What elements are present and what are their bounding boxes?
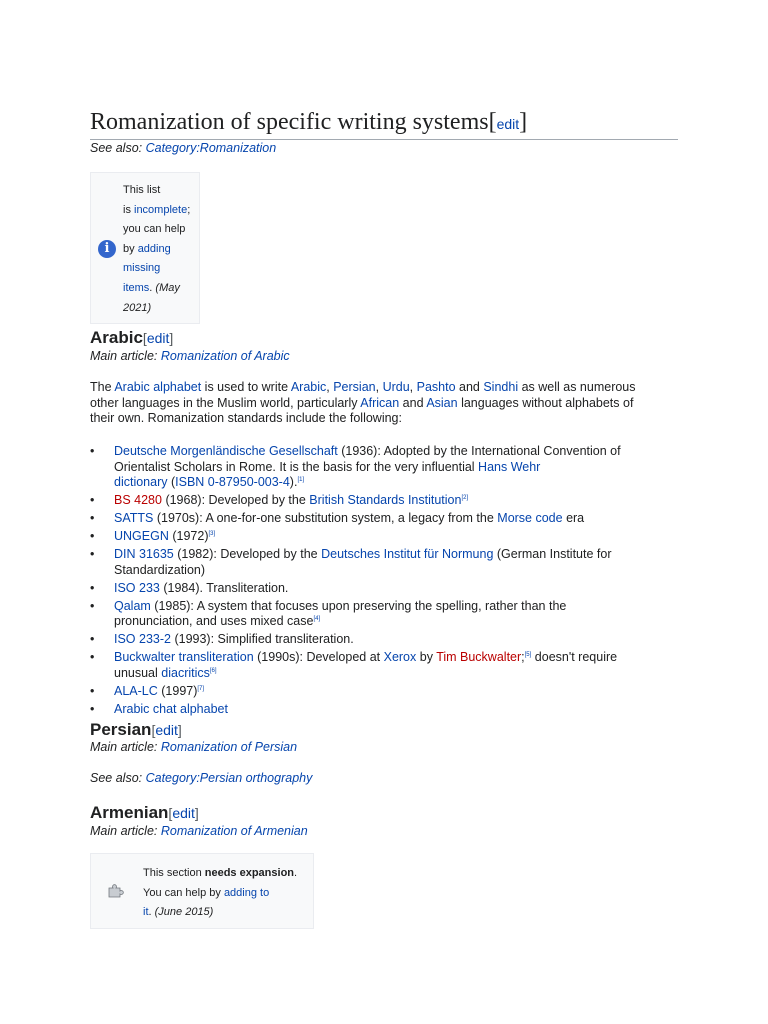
- edit-link-persian[interactable]: edit: [155, 722, 178, 738]
- ref-1[interactable]: [1]: [297, 477, 305, 484]
- info-icon: i: [98, 240, 116, 258]
- buckwalter-link[interactable]: Buckwalter transliteration: [114, 650, 254, 665]
- main-article-persian: Main article: Romanization of Persian: [90, 740, 298, 754]
- bs-4280-redlink[interactable]: BS 4280: [114, 493, 162, 508]
- diacritics-link[interactable]: diacritics: [161, 665, 210, 680]
- romanization-of-persian-link[interactable]: Romanization of Persian: [160, 740, 298, 754]
- urdu-link[interactable]: Urdu: [382, 380, 410, 394]
- romanization-of-arabic-link[interactable]: Romanization of Arabic: [160, 349, 290, 363]
- ref-6[interactable]: [6]: [209, 667, 217, 674]
- edit-link-armenian[interactable]: edit: [172, 805, 195, 821]
- xerox-link[interactable]: Xerox: [383, 650, 417, 665]
- puzzle-piece-icon: [108, 884, 124, 898]
- arabic-alphabet-link[interactable]: Arabic alphabet: [114, 380, 202, 394]
- list-item: • Deutsche Morgenländische Gesellschaft (1936): Adopted by the International Convention of Orientalist Scholars in Rome. It is the basis for the very influential Hans Wehr dictionary (ISBN 0-87950-003-4).[1]: [90, 444, 675, 491]
- ref-4[interactable]: [4]: [313, 616, 321, 623]
- ref-5[interactable]: [5]: [524, 652, 532, 659]
- incomplete-list-notice: [90, 172, 200, 324]
- din-31635-link[interactable]: DIN 31635: [114, 547, 174, 562]
- incomplete-link[interactable]: incomplete: [134, 203, 188, 216]
- edit-link-arabic[interactable]: edit: [146, 330, 170, 346]
- missing-link[interactable]: missing: [123, 262, 161, 275]
- arabic-intro-paragraph: The Arabic alphabet is used to write Arabic, Persian, Urdu, Pashto and Sindhi as well as numerous other languages in the Muslim world, particularly African and Asian languages without alphabets of their own. Romanization standards include the following:: [90, 380, 636, 426]
- arabic-link[interactable]: Arabic: [290, 380, 327, 394]
- edit-link[interactable]: edit: [496, 116, 520, 132]
- hans-wehr-link[interactable]: Hans Wehr: [478, 459, 541, 474]
- section-title: Romanization of specific writing systems: [90, 109, 489, 135]
- expansion-notice-text: This section needs expansion. You can help by adding to it. (June 2015): [143, 867, 298, 919]
- isbn-link[interactable]: ISBN 0-87950-003-4: [175, 475, 290, 490]
- ref-2[interactable]: [2]: [461, 495, 469, 502]
- adding-link[interactable]: adding: [137, 242, 171, 255]
- heading-arabic: Arabic[edit]: [90, 328, 174, 347]
- african-link[interactable]: African: [360, 395, 400, 410]
- list-item: • ISO 233 (1984). Transliteration.: [90, 581, 675, 597]
- ref-3[interactable]: [3]: [208, 530, 216, 537]
- items-link[interactable]: items: [123, 281, 150, 294]
- ungegn-link[interactable]: UNGEGN: [114, 529, 169, 544]
- list-item: [90, 702, 675, 718]
- ref-7[interactable]: [7]: [197, 685, 205, 692]
- see-also-persian: See also: Category:Persian orthography: [90, 771, 313, 785]
- list-item: • Buckwalter transliteration (1990s): Developed at Xerox by Tim Buckwalter;[5] doesn't require unusual diacritics[6]: [90, 650, 675, 681]
- main-article-arabic: Main article: Romanization of Arabic: [90, 349, 290, 363]
- it-link[interactable]: it: [143, 906, 149, 919]
- ala-lc-link[interactable]: ALA-LC: [114, 683, 158, 698]
- list-item: • DIN 31635 (1982): Developed by the Deutsches Institut für Normung (German Institute for Standardization): [90, 547, 675, 578]
- persian-link[interactable]: Persian: [333, 380, 376, 394]
- dictionary-link[interactable]: dictionary: [114, 475, 168, 490]
- morse-code-link[interactable]: Morse code: [497, 511, 563, 526]
- list-item: • Qalam (1985): A system that focuses upon preserving the spelling, rather than the pronunciation, and uses mixed case[4]: [90, 599, 675, 630]
- adding-to-link[interactable]: adding to: [223, 886, 270, 899]
- sindhi-link[interactable]: Sindhi: [483, 380, 519, 394]
- list-item: • ISO 233-2 (1993): Simplified transliteration.: [90, 632, 675, 648]
- category-persian-orthography-link[interactable]: Category:Persian orthography: [145, 771, 313, 785]
- tim-buckwalter-redlink[interactable]: Tim Buckwalter: [436, 650, 522, 665]
- section-heading-romanization: [90, 108, 678, 140]
- romanization-standards-list: [90, 444, 675, 720]
- list-item: • ALA-LC (1997)[7]: [90, 684, 675, 700]
- list-item: • UNGEGN (1972)[3]: [90, 529, 675, 545]
- list-item: • BS 4280 (1968): Developed by the British Standards Institution[2]: [90, 493, 675, 509]
- romanization-of-armenian-link[interactable]: Romanization of Armenian: [160, 824, 308, 838]
- see-also-hatnote: See also: Category:Romanization: [90, 141, 277, 155]
- qalam-link[interactable]: Qalam: [114, 598, 151, 613]
- satts-link[interactable]: SATTS: [114, 511, 154, 526]
- asian-link[interactable]: Asian: [426, 395, 458, 410]
- arabic-chat-alphabet-link[interactable]: Arabic chat alphabet: [114, 701, 228, 716]
- iso-233-2-link[interactable]: ISO 233-2: [114, 632, 171, 647]
- category-romanization-link[interactable]: Category:Romanization: [145, 141, 277, 155]
- edit-section: [edit]: [488, 109, 528, 135]
- heading-persian: Persian[edit]: [90, 720, 182, 739]
- notice-text: This list is incomplete; you can help by adding missing items. (May 2021): [123, 184, 191, 314]
- heading-armenian: Armenian[edit]: [90, 803, 199, 822]
- main-article-armenian: Main article: Romanization of Armenian: [90, 824, 308, 838]
- list-item: • SATTS (1970s): A one-for-one substitution system, a legacy from the Morse code era: [90, 511, 675, 527]
- pashto-link[interactable]: Pashto: [416, 380, 456, 394]
- dmg-link[interactable]: Deutsche Morgenländische Gesellschaft: [114, 444, 338, 458]
- din-link[interactable]: Deutsches Institut für Normung: [321, 547, 494, 562]
- bsi-link[interactable]: British Standards Institution: [309, 493, 462, 508]
- iso-233-link[interactable]: ISO 233: [114, 580, 160, 595]
- needs-expansion-notice: [90, 853, 314, 929]
